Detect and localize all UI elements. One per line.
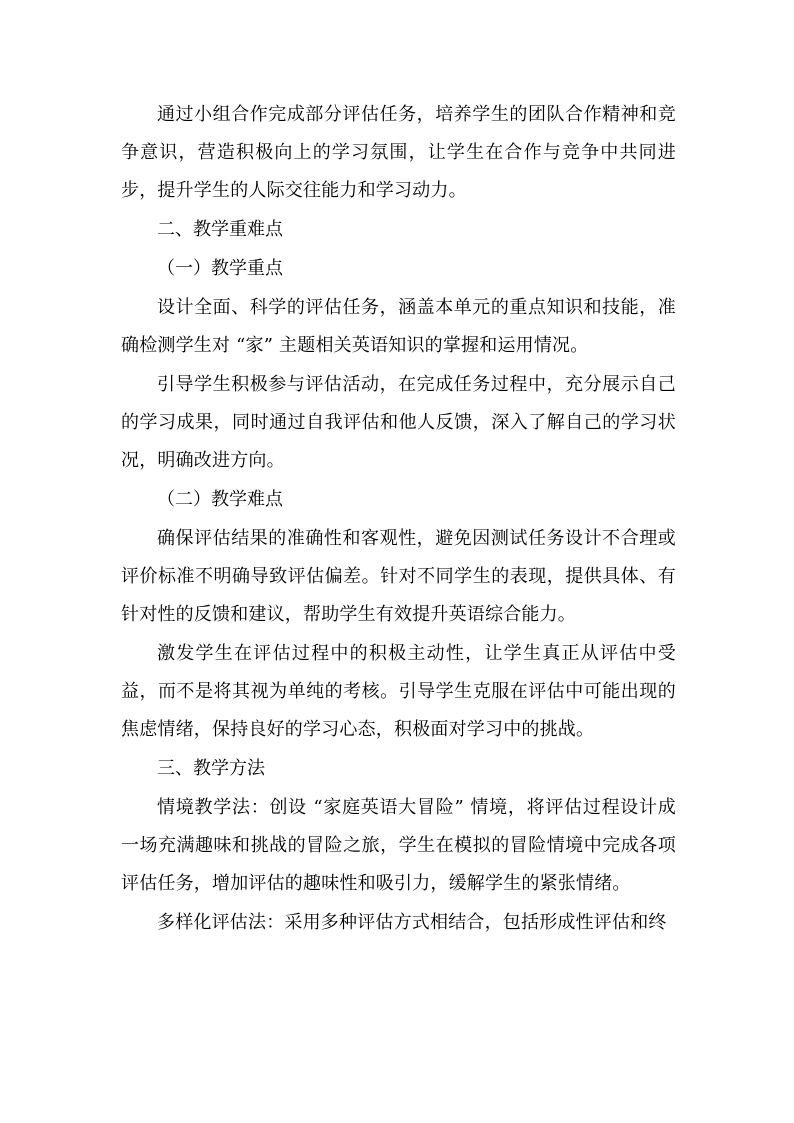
subsection-heading-key-points: （一）教学重点 [157,258,283,279]
paragraph-diversified-assessment: 多样化评估法：采用多种评估方式相结合，包括形成性评估和终 [157,912,667,933]
section-heading-key-difficult-points: 二、教学重难点 [157,219,283,240]
subsection-heading-difficult-points: （二）教学难点 [157,489,283,510]
paragraph-guide-participation: 引导学生积极参与评估活动，在完成任务过程中，充分展示自己的学习成果，同时通过自我评估和他人反馈，深入了解自己的学习状况，明确改进方向。 [121,374,676,471]
section-heading-teaching-methods: 三、教学方法 [157,758,265,779]
paragraph-group-cooperation: 通过小组合作完成部分评估任务，培养学生的团队合作精神和竞争意识，营造积极向上的学习氛围，让学生在合作与竞争中共同进步，提升学生的人际交往能力和学习动力。 [121,104,676,201]
paragraph-situational-teaching: 情境教学法：创设 “家庭英语大冒险” 情境，将评估过程设计成一场充满趣味和挑战的冒险之旅，学生在模拟的冒险情境中完成各项评估任务，增加评估的趣味性和吸引力，缓解学生的紧张情绪。 [121,797,676,894]
paragraph-design-assessment: 设计全面、科学的评估任务，涵盖本单元的重点知识和技能，准确检测学生对 “家” 主题相关英语知识的掌握和运用情况。 [121,297,676,356]
paragraph-stimulate-initiative: 激发学生在评估过程中的积极主动性，让学生真正从评估中受益，而不是将其视为单纯的考核。引导学生克服在评估中可能出现的焦虑情绪，保持良好的学习心态，积极面对学习中的挑战。 [121,643,676,740]
paragraph-ensure-accuracy: 确保评估结果的准确性和客观性，避免因测试任务设计不合理或评价标准不明确导致评估偏差。针对不同学生的表现，提供具体、有针对性的反馈和建议，帮助学生有效提升英语综合能力。 [121,528,676,625]
